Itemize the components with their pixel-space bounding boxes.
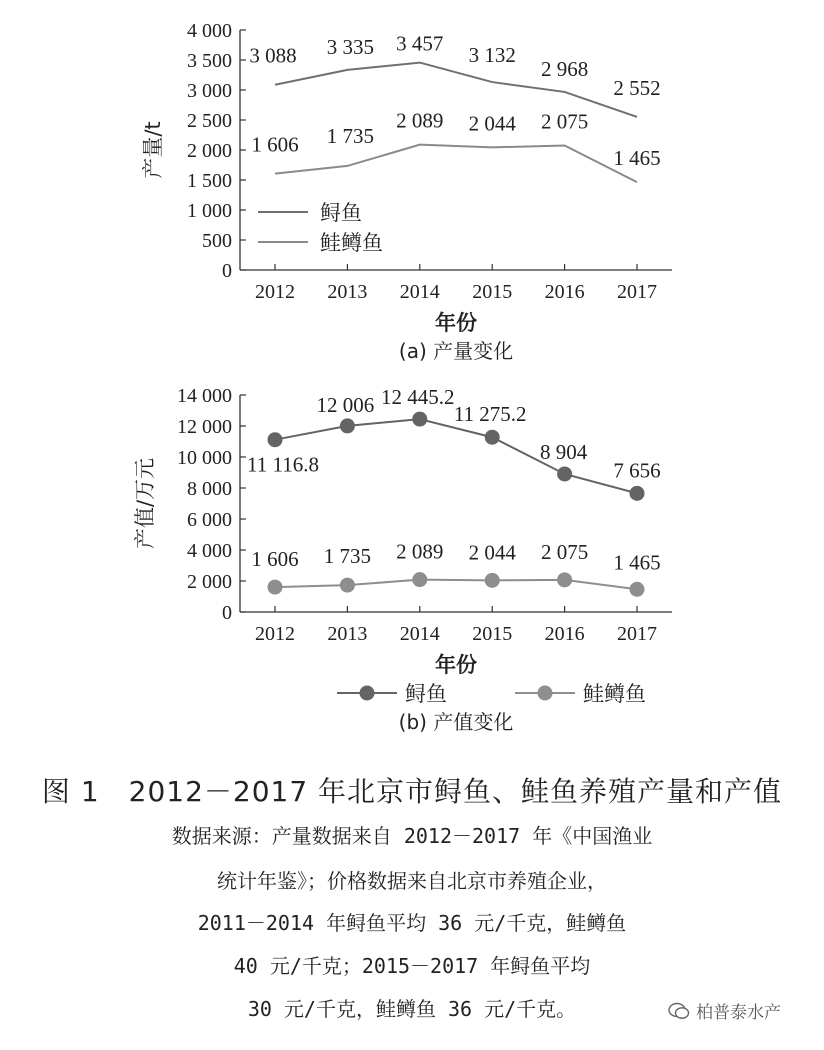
chart-b-x-tick-label: 2015 <box>472 623 513 645</box>
chart-b-y-tick-label: 2 000 <box>187 571 232 593</box>
chart-b-series-0-point <box>340 418 355 433</box>
chart-b-series-1-data-label: 2 089 <box>396 539 444 564</box>
source-line-1: 数据来源：产量数据来自 2012－2017 年《中国渔业 <box>171 824 653 848</box>
chart-a-x-tick-label: 2016 <box>544 281 585 303</box>
chart-b-x-tick-label: 2014 <box>399 623 440 645</box>
chart-b-series-0-data-label: 12 445.2 <box>381 385 455 410</box>
chart-a-y-tick-label: 4 000 <box>187 20 232 42</box>
wechat-logo-icon <box>668 1002 690 1020</box>
chart-a-series-1-data-label: 2 089 <box>396 108 444 133</box>
chart-a-series-0-data-label: 3 335 <box>326 34 375 59</box>
chart-b-y-tick-label: 12 000 <box>177 416 232 438</box>
chart-a-y-tick-label: 2 000 <box>187 140 232 162</box>
chart-b-series-0-data-label: 7 656 <box>613 458 661 483</box>
chart-b-series-0-point <box>630 486 645 501</box>
chart-b-caption: (b) 产值变化 <box>398 710 514 734</box>
chart-b-series-1-point <box>412 572 427 587</box>
chart-b-y-tick-label: 6 000 <box>187 509 232 531</box>
source-line-5: 30 元/千克，鲑鳟鱼 36 元/千克。 <box>247 997 577 1021</box>
chart-b-y-axis-label: 产值/万元 <box>133 457 157 550</box>
chart-a-x-tick-label: 2013 <box>327 281 368 303</box>
chart-b-x-tick-label: 2013 <box>327 623 368 645</box>
chart-a-series-1-data-label: 1 606 <box>251 132 299 157</box>
chart-b-series-0-point <box>412 412 427 427</box>
chart-a-series-1-line <box>275 145 637 182</box>
chart-a-legend-label: 鲑鳟鱼 <box>320 231 383 255</box>
chart-b-series-1-data-label: 2 075 <box>540 539 589 564</box>
chart-b-series-0-point <box>557 466 572 481</box>
figure-title: 图 1 2012－2017 年北京市鲟鱼、鲑鱼养殖产量和产值 <box>41 775 783 808</box>
chart-b-series-1-point <box>340 578 355 593</box>
chart-b-legend-label: 鲟鱼 <box>405 682 447 706</box>
chart-b-series-1-data-label: 1 465 <box>613 550 661 575</box>
chart-a-x-tick-label: 2012 <box>255 281 295 303</box>
chart-b-series-0-point <box>485 430 500 445</box>
chart-b-series-1-data-label: 1 735 <box>323 544 372 569</box>
chart-b-legend-marker <box>538 686 553 701</box>
watermark <box>668 998 781 1023</box>
chart-b-y-tick-label: 10 000 <box>177 447 232 469</box>
chart-b-y-tick-label: 4 000 <box>187 540 232 562</box>
source-line-4: 40 元/千克；2015－2017 年鲟鱼平均 <box>233 954 591 978</box>
chart-b-series-0-data-label: 8 904 <box>539 439 588 464</box>
source-line-2: 统计年鉴》；价格数据来自北京市养殖企业， <box>217 869 607 893</box>
chart-a-series-1-data-label: 2 075 <box>540 109 589 134</box>
chart-a-x-tick-label: 2017 <box>617 281 657 303</box>
chart-a-x-axis-label: 年份 <box>435 311 477 335</box>
chart-b-x-tick-label: 2012 <box>255 623 295 645</box>
chart-a-y-tick-label: 2 500 <box>187 110 232 132</box>
chart-a-production <box>141 20 672 363</box>
chart-a-y-tick-label: 3 000 <box>187 80 232 102</box>
chart-a-y-tick-label: 1 000 <box>187 200 232 222</box>
chart-a-series-1-data-label: 1 465 <box>613 146 661 171</box>
chart-b-series-0-data-label: 12 006 <box>316 392 375 417</box>
chart-b-x-axis-label: 年份 <box>435 653 477 677</box>
chart-b-series-1-point <box>630 582 645 597</box>
chart-a-caption: (a) 产量变化 <box>398 339 514 363</box>
chart-b-legend-label: 鲑鳟鱼 <box>583 682 646 706</box>
chart-b-series-1-data-label: 1 606 <box>251 547 299 572</box>
chart-a-series-1-data-label: 1 735 <box>326 123 375 148</box>
chart-b-legend-marker <box>360 686 375 701</box>
chart-b-y-tick-label: 0 <box>222 602 232 624</box>
chart-b-series-1-line <box>275 580 637 590</box>
chart-b-series-1-point <box>268 580 283 595</box>
chart-a-series-0-data-label: 3 088 <box>249 43 297 68</box>
chart-a-series-1-data-label: 2 044 <box>468 111 516 136</box>
chart-a-series-0-data-label: 2 552 <box>613 75 661 100</box>
chart-a-y-tick-label: 3 500 <box>187 50 232 72</box>
chart-b-series-1-point <box>557 572 572 587</box>
source-line-3: 2011－2014 年鲟鱼平均 36 元/千克，鲑鳟鱼 <box>197 911 627 935</box>
chart-b-y-tick-label: 14 000 <box>177 385 232 407</box>
chart-a-legend-label: 鲟鱼 <box>320 201 362 225</box>
chart-a-series-0-data-label: 2 968 <box>540 56 589 81</box>
chart-a-x-tick-label: 2014 <box>399 281 440 303</box>
chart-b-y-tick-label: 8 000 <box>187 478 232 500</box>
chart-a-y-tick-label: 1 500 <box>187 170 232 192</box>
chart-a-x-tick-label: 2015 <box>472 281 513 303</box>
watermark-text: 柏普泰水产 <box>696 1003 781 1023</box>
chart-b-series-1-point <box>485 573 500 588</box>
chart-a-y-tick-label: 500 <box>202 230 232 252</box>
chart-a-y-axis-label: 产量/t <box>141 121 165 179</box>
chart-a-series-0-data-label: 3 457 <box>396 31 444 56</box>
chart-b-x-tick-label: 2016 <box>544 623 585 645</box>
chart-b-value <box>133 385 672 734</box>
chart-b-series-0-point <box>268 432 283 447</box>
chart-b-series-0-data-label: 11 116.8 <box>247 452 319 477</box>
chart-b-series-1-data-label: 2 044 <box>468 540 516 565</box>
chart-a-y-tick-label: 0 <box>222 260 232 282</box>
chart-b-series-0-data-label: 11 275.2 <box>453 402 527 427</box>
chart-b-x-tick-label: 2017 <box>617 623 657 645</box>
chart-a-series-0-data-label: 3 132 <box>468 43 516 68</box>
